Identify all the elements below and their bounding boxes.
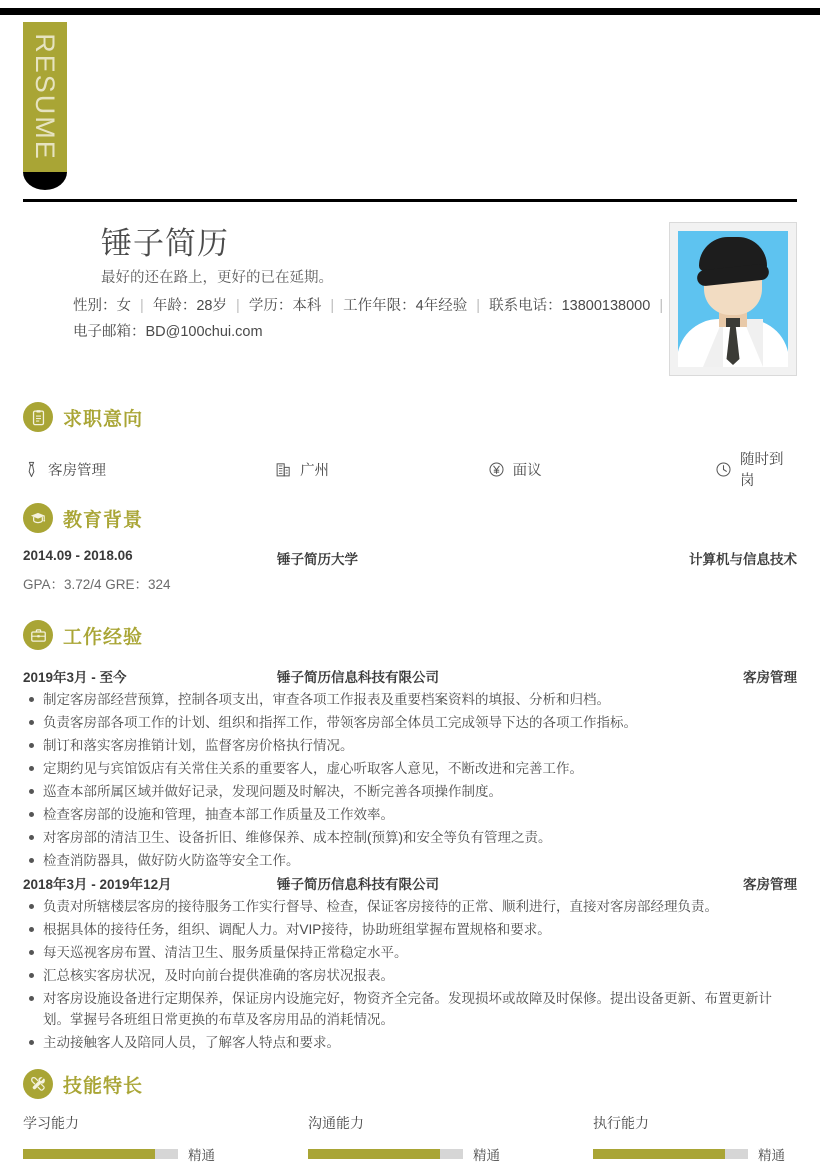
- meta-separator: |: [476, 298, 481, 314]
- yuan-icon: [488, 461, 505, 478]
- clipboard-icon: [23, 402, 53, 432]
- skill-name: 学习能力: [23, 1115, 79, 1131]
- skill-track: [308, 1149, 463, 1159]
- section-header-experience: [23, 620, 143, 650]
- skill-bar-wrap: [308, 1144, 593, 1164]
- intention-position-value: 客房管理: [48, 462, 106, 479]
- skills-list: [23, 1113, 797, 1164]
- intention-item-salary: [488, 448, 715, 490]
- intention-item-city: [275, 448, 488, 490]
- profile-meta-line-1: [73, 294, 668, 315]
- experience-company: 锤子简历信息科技有限公司: [277, 877, 439, 892]
- meta-separator: |: [236, 298, 240, 314]
- meta-separator: |: [330, 298, 335, 314]
- profile-motto: 最好的还在路上，更好的已在延期。: [101, 270, 333, 286]
- list-item: 每天巡视客房布置、清洁卫生、服务质量保持正常稳定水平。: [23, 942, 797, 963]
- list-item: 检查消防器具，做好防火防盗等安全工作。: [23, 850, 797, 871]
- meta-phone: 联系电话：13800138000: [489, 298, 651, 314]
- clock-icon: [715, 461, 732, 478]
- top-black-bar: [0, 8, 820, 15]
- list-item: 主动接触客人及陪同人员，了解客人特点和要求。: [23, 1032, 797, 1053]
- resume-ribbon: [23, 22, 67, 172]
- section-header-education: [23, 503, 143, 533]
- meta-gender: 性别：女: [73, 298, 131, 314]
- skill-track: [593, 1149, 748, 1159]
- tools-icon: [23, 1069, 53, 1099]
- section-title-skills: 技能特长: [63, 1075, 144, 1097]
- meta-degree: 学历：本科: [248, 298, 322, 314]
- experience-bullets: [23, 689, 797, 873]
- avatar-photo: [678, 231, 788, 367]
- meta-separator: |: [659, 298, 664, 314]
- header-divider: [23, 199, 797, 202]
- profile-meta-line-2: [73, 320, 263, 341]
- section-header-intention: [23, 402, 143, 432]
- education-school: 锤子简历大学: [277, 552, 358, 567]
- section-header-skills: [23, 1069, 143, 1099]
- tie-icon: [23, 461, 40, 478]
- intention-salary-value: 面议: [512, 462, 542, 479]
- skill-item: [23, 1113, 308, 1164]
- meta-email: 电子邮箱：BD@100chui.com: [73, 324, 263, 340]
- avatar: [669, 222, 797, 376]
- experience-role: 客房管理: [743, 877, 797, 892]
- skill-fill: [23, 1149, 155, 1159]
- experience-period: 2018年3月 - 2019年12月: [23, 877, 172, 892]
- section-title-intention: 求职意向: [63, 408, 144, 430]
- skill-level: 精通: [188, 1148, 215, 1163]
- skill-level: 精通: [473, 1148, 500, 1163]
- experience-period: 2019年3月 - 至今: [23, 670, 127, 685]
- building-icon: [275, 461, 292, 478]
- list-item: 根据具体的接待任务，组织、调配人力。对VIP接待，协助班组掌握布置规格和要求。: [23, 919, 797, 940]
- skill-name: 沟通能力: [308, 1115, 364, 1131]
- experience-company: 锤子简历信息科技有限公司: [277, 670, 439, 685]
- resume-ribbon-tail: [23, 172, 67, 190]
- intention-city-value: 广州: [300, 462, 330, 479]
- intention-item-availability: [715, 448, 797, 490]
- skill-bar-wrap: [593, 1144, 785, 1164]
- intention-availability-value: 随时到岗: [739, 452, 784, 489]
- list-item: 制定客房部经营预算，控制各项支出，审查各项工作报表及重要档案资料的填报、分析和归档。: [23, 689, 797, 710]
- list-item: 负责客房部各项工作的计划、组织和指挥工作，带领客房部全体员工完成领导下达的各项工作指标。: [23, 712, 797, 733]
- skill-level: 精通: [758, 1148, 785, 1163]
- skill-bar-wrap: [23, 1144, 308, 1164]
- experience-bullets: [23, 896, 797, 1055]
- page-title: 锤子简历: [101, 226, 229, 261]
- skill-name: 执行能力: [593, 1115, 649, 1131]
- section-title-education: 教育背景: [63, 509, 144, 531]
- section-title-experience: 工作经验: [63, 626, 144, 648]
- skill-item: [308, 1113, 593, 1164]
- list-item: 制订和落实客房推销计划，监督客房价格执行情况。: [23, 735, 797, 756]
- list-item: 检查客房部的设施和管理，抽查本部工作质量及工作效率。: [23, 804, 797, 825]
- meta-years: 工作年限：4年经验: [343, 298, 468, 314]
- skill-track: [23, 1149, 178, 1159]
- experience-role: 客房管理: [743, 670, 797, 685]
- intention-item-position: [23, 448, 275, 490]
- list-item: 对客房设施设备进行定期保养，保证房内设施完好，物资齐全完备。发现损坏或故障及时保修。提出设备更新、布置更新计划。掌握号各班组日常更换的布草及客房用品的消耗情况。: [23, 988, 797, 1030]
- education-detail: GPA：3.72/4 GRE：324: [23, 577, 171, 592]
- list-item: 巡查本部所属区域并做好记录，发现问题及时解决，不断完善各项操作制度。: [23, 781, 797, 802]
- education-period: 2014.09 - 2018.06: [23, 548, 133, 563]
- skill-fill: [593, 1149, 725, 1159]
- education-major: 计算机与信息技术: [689, 552, 797, 567]
- list-item: 对客房部的清洁卫生、设备折旧、维修保养、成本控制(预算)和安全等负有管理之责。: [23, 827, 797, 848]
- meta-age: 年龄：28岁: [152, 298, 227, 314]
- skill-fill: [308, 1149, 440, 1159]
- intention-items: [23, 448, 797, 490]
- list-item: 负责对所辖楼层客房的接待服务工作实行督导、检查，保证客房接待的正常、顺利进行，直接对客房部经理负责。: [23, 896, 797, 917]
- graduation-cap-icon: [23, 503, 53, 533]
- skill-item: [593, 1113, 785, 1164]
- list-item: 定期约见与宾馆饭店有关常住关系的重要客人，虚心听取客人意见，不断改进和完善工作。: [23, 758, 797, 779]
- resume-ribbon-label: RESUME: [30, 33, 60, 161]
- list-item: 汇总核实客房状况，及时向前台提供准确的客房状况报表。: [23, 965, 797, 986]
- meta-separator: |: [140, 298, 144, 314]
- briefcase-icon: [23, 620, 53, 650]
